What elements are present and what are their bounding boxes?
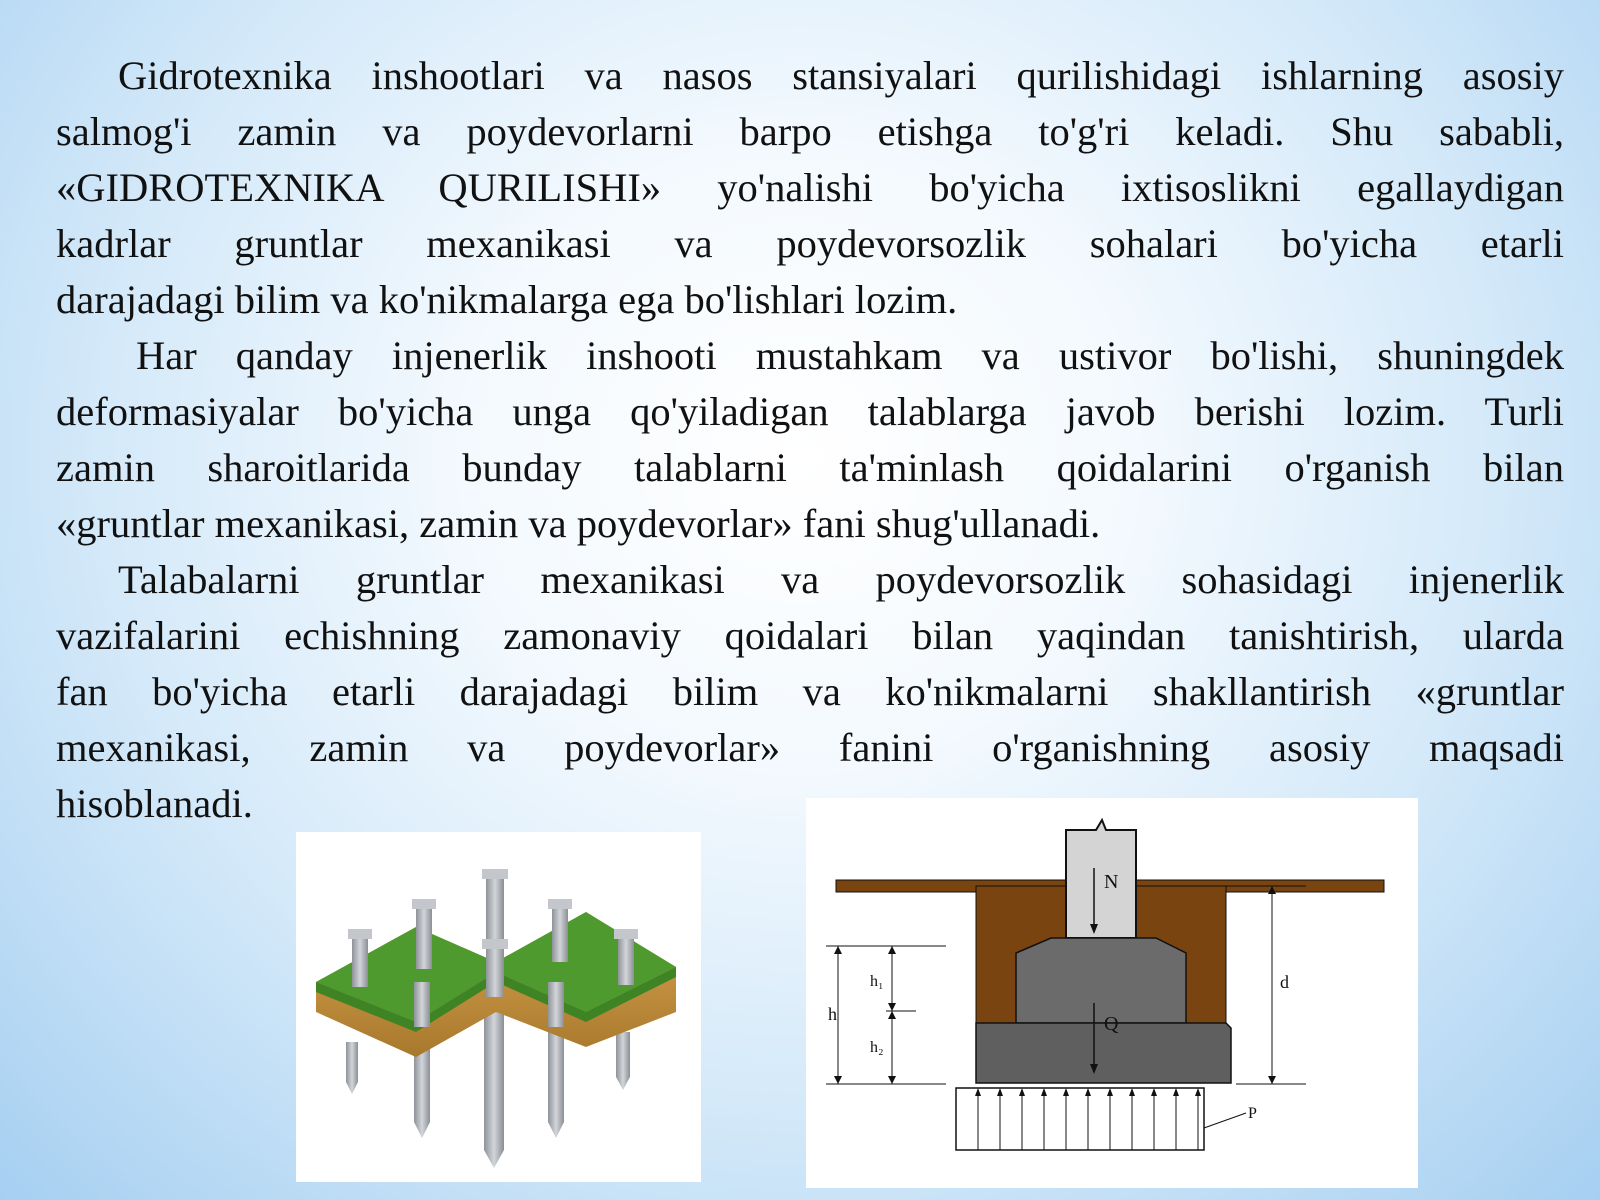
text-line: fan bo'yicha etarli darajadagi bilim va ko'nikmalarni shakllantirish «gruntlar	[56, 669, 1564, 714]
text-line: Har qanday injenerlik inshooti mustahkam va ustivor bo'lishi, shuningdek	[136, 333, 1564, 378]
text-line: deformasiyalar bo'yicha unga qo'yiladigan talablarga javob berishi lozim. Turli	[56, 389, 1564, 434]
text-line: darajadagi bilim va ko'nikmalarga ega bo'lishlari lozim.	[56, 277, 958, 322]
text-line: «GIDROTEXNIKA QURILISHI» yo'nalishi bo'yicha ixtisoslikni egallaydigan	[56, 165, 1564, 210]
label-h1: h₁	[870, 973, 884, 990]
foundation-section-diagram	[806, 798, 1418, 1188]
body-text	[56, 48, 1564, 832]
text-line: hisoblanadi.	[56, 781, 253, 826]
label-h2: h₂	[870, 1039, 884, 1056]
paragraph-2	[56, 328, 1564, 552]
text-line: Talabalarni gruntlar mexanikasi va poydevorsozlik sohasidagi injenerlik	[118, 557, 1564, 602]
foundation-upper-step	[1016, 938, 1186, 1023]
label-d: d	[1280, 972, 1289, 992]
label-Q: Q	[1104, 1013, 1119, 1035]
text-line: Gidrotexnika inshootlari va nasos stansiyalari qurilishidagi ishlarning asosiy	[118, 53, 1564, 98]
text-line: zamin sharoitlarida bunday talablarni ta'minlash qoidalarini o'rganish bilan	[56, 445, 1564, 490]
label-N: N	[1104, 871, 1119, 893]
text-line: vazifalarini echishning zamonaviy qoidalari bilan yaqindan tanishtirish, ularda	[56, 613, 1564, 658]
text-line: «gruntlar mexanikasi, zamin va poydevorlar» fani shug'ullanadi.	[56, 501, 1101, 546]
text-line: salmog'i zamin va poydevorlarni barpo etishga to'g'ri keladi. Shu sababli,	[56, 109, 1564, 154]
text-line: mexanikasi, zamin va poydevorlar» fanini o'rganishning asosiy maqsadi	[56, 725, 1564, 770]
paragraph-1	[56, 48, 1564, 328]
column	[1066, 820, 1136, 938]
pile-foundation-illustration	[296, 832, 701, 1182]
label-h: h	[828, 1004, 837, 1024]
paragraph-3	[56, 552, 1564, 832]
label-P: P	[1248, 1105, 1257, 1122]
text-line: kadrlar gruntlar mexanikasi va poydevorsozlik sohalari bo'yicha etarli	[56, 221, 1564, 266]
